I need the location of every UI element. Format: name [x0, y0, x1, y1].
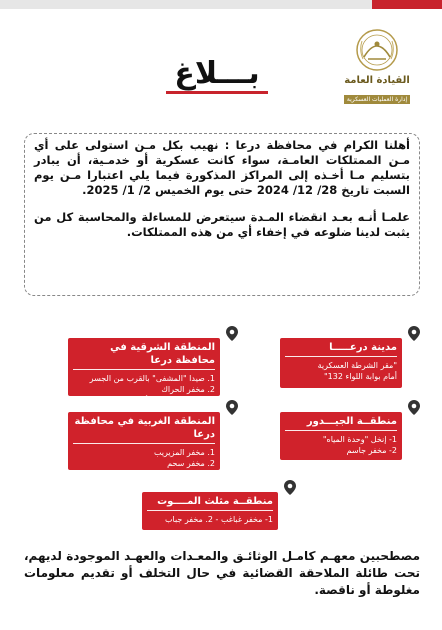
- logo-name: القيادة العامة: [344, 75, 410, 86]
- region-item: 1- إنخل "وحدة المياه": [322, 435, 397, 444]
- region-box: [142, 492, 278, 530]
- region-daraa-city: [240, 326, 420, 388]
- location-pin-icon: [408, 326, 420, 341]
- region-western: [60, 400, 238, 479]
- region-item: 3. شعبة الحزب في أزرع: [132, 396, 215, 405]
- region-divider: [147, 510, 273, 511]
- region-jaydour: [240, 400, 420, 462]
- title-underline: [166, 91, 268, 94]
- region-box: [68, 338, 220, 405]
- title-block: [162, 58, 272, 90]
- region-divider: [73, 443, 215, 444]
- region-item: 1. صيدا "المشفى" بالقرب من الجسر: [89, 374, 215, 383]
- location-pin-icon: [284, 480, 296, 495]
- region-item: 2. مخفر سحم: [167, 459, 215, 468]
- region-item: أمام بوابة اللواء 132": [323, 372, 397, 381]
- region-item: 3. مخفر نوى: [171, 470, 215, 479]
- region-item: 1- مخفر غباغب - 2. مخفر جباب: [165, 515, 273, 524]
- region-divider: [285, 356, 397, 357]
- logo-subtitle: إدارة العمليات العسكرية: [344, 95, 410, 104]
- page-title: بـــلاغ: [174, 56, 260, 91]
- notice-paragraph-1: أهلنا الكرام في محافظة درعا : نهيب بكل مـن استولى على أي مـن الممتلكات العامـة، سواء كانت عسكرية أو خدمـية، أن يبادر بتسليم مـا أخـذه إلى المراكز المذكورة فيما يلي اعتبارا مـن يوم السبت تاريخ 28/ 12/ 2024 حتى يوم الخميس 2/ 1/ 2025.: [34, 138, 410, 197]
- region-box: [68, 412, 220, 479]
- logo: [337, 27, 417, 105]
- region-title: المنطقة الغربية في محافظة درعا: [74, 416, 215, 440]
- region-item: 1. مخفر المزيريب: [153, 448, 215, 457]
- region-title: منطقــة الجيـــدور: [306, 416, 397, 427]
- region-box: [280, 338, 402, 388]
- location-pin-icon: [226, 400, 238, 415]
- region-item: 2. مخفر الحراك: [161, 385, 215, 394]
- region-eastern: [60, 326, 238, 405]
- region-box: [280, 412, 402, 460]
- top-bar-accent: [372, 0, 442, 9]
- region-divider: [73, 369, 215, 370]
- region-item: 2- مخفر جاسم: [346, 446, 397, 455]
- region-death-triangle: [136, 480, 296, 532]
- region-item: "مقر الشرطة العسكرية: [317, 361, 397, 370]
- footer-text: مصطحبين معهـم كامـل الوثائـق والمعـدات والعهـد الموجودة لديهم، تحت طائلة الملاحقة القضائية في حال التخلف أو تقديم معلومات مغلوطة أو ناقصة.: [24, 549, 420, 597]
- notice-paragraph-2: علمـا أنـه بعـد انقضاء المـدة سيتعرض للمساءلة والمحاسبة كل من يثبت لدينا ضلوعه في إخفاء أي من هذه الممتلكات.: [34, 210, 410, 239]
- notice-box: [24, 133, 420, 296]
- region-title: المنطقة الشرقية في محافظة درعا: [110, 342, 215, 366]
- top-bar: [0, 0, 442, 9]
- region-divider: [285, 430, 397, 431]
- region-title: منطقــة مثلث المــــوت: [157, 496, 273, 507]
- region-title: مدينة درعـــــا: [329, 342, 397, 353]
- location-pin-icon: [408, 400, 420, 415]
- location-pin-icon: [226, 326, 238, 341]
- emblem-icon: [354, 27, 400, 73]
